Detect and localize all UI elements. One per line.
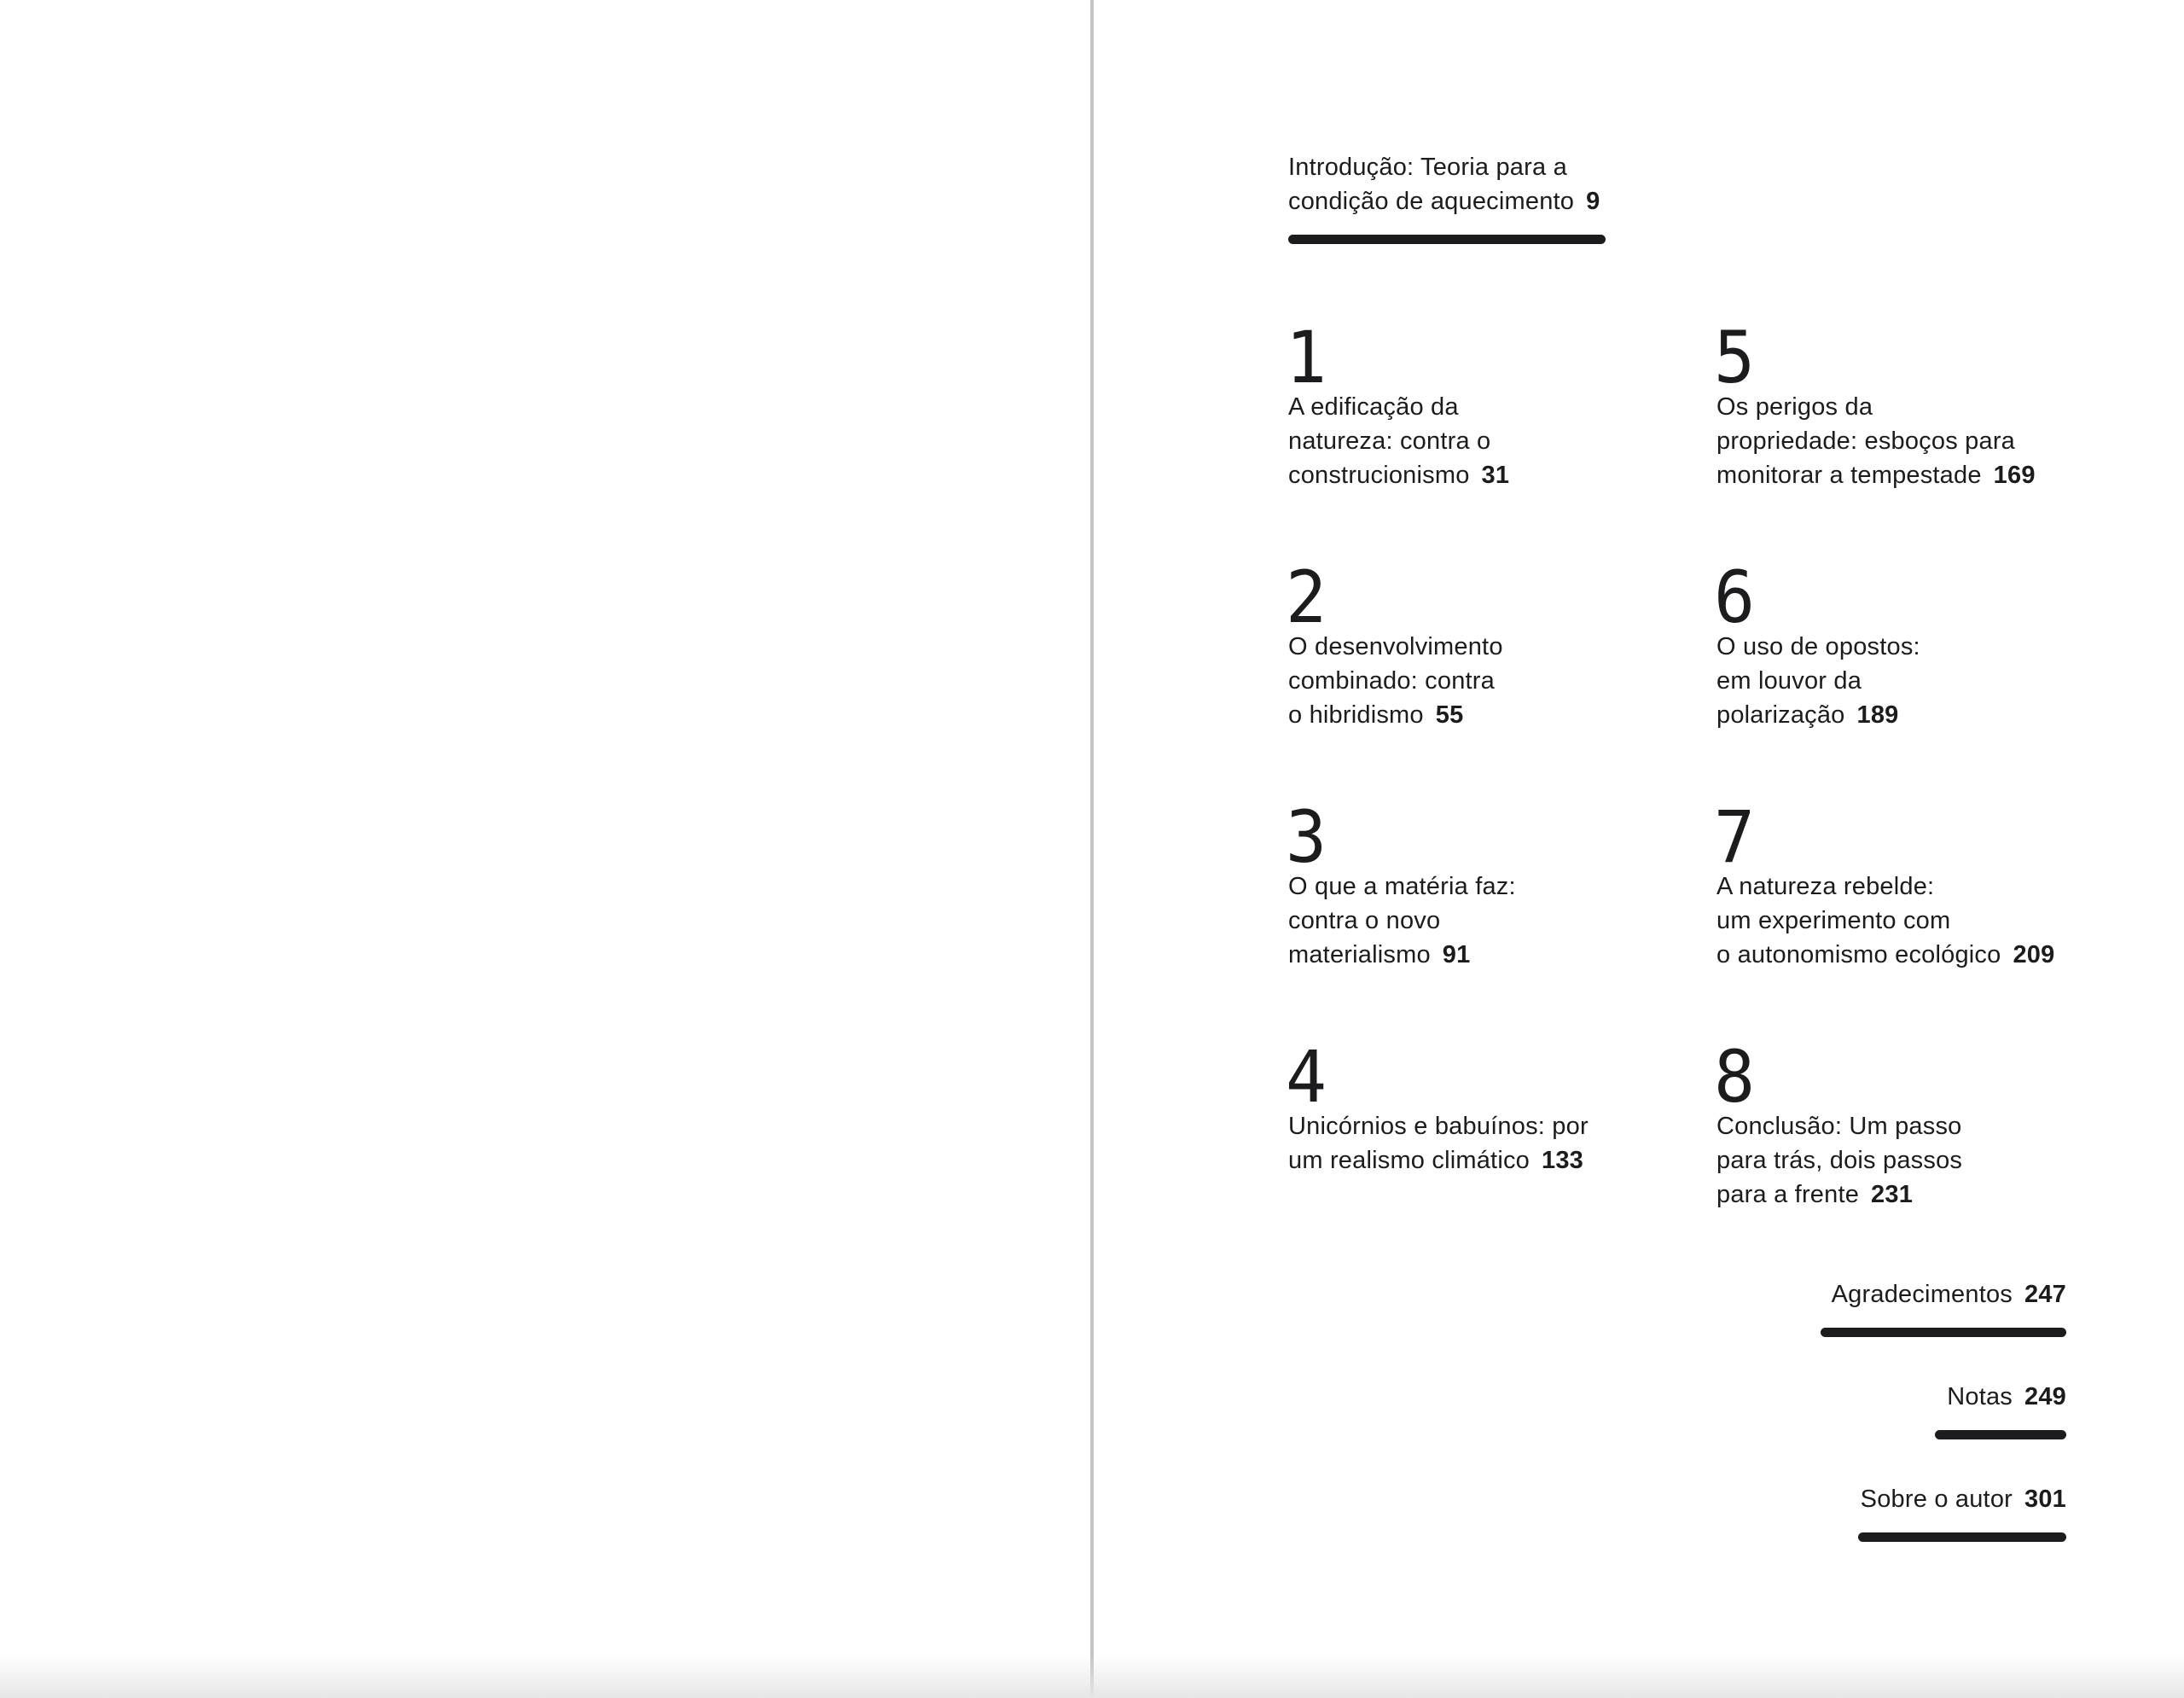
chapter-5-title-line-1: Os perigos da (1716, 393, 1873, 421)
chapter-4-title-line-1: Unicórnios e babuínos: por (1288, 1113, 1589, 1140)
chapter-1-number: 1 (1286, 316, 1327, 399)
chapter-8-page: 231 (1871, 1181, 1914, 1208)
chapter-6-title-line-2: em louvor da (1716, 667, 1862, 695)
toc-intro[interactable] (1288, 150, 1600, 218)
about-author-rule (1858, 1532, 2066, 1542)
chapter-7-title-line-3: o autonomismo ecológico 209 (1716, 941, 2055, 968)
chapter-3-title-line-1: O que a matéria faz: (1288, 873, 1516, 900)
chapter-5-number: 5 (1714, 316, 1756, 399)
toc-chapter-7[interactable] (1716, 869, 2054, 972)
toc-acknowledgements[interactable] (1832, 1277, 2066, 1311)
chapter-4-number: 4 (1286, 1035, 1327, 1119)
chapter-4-title-line-2: um realismo climático 133 (1288, 1147, 1583, 1174)
chapter-7-number: 7 (1714, 795, 1756, 879)
chapter-2-title-line-1: O desenvolvimento (1288, 633, 1503, 660)
chapter-6-page: 189 (1856, 701, 1899, 729)
chapter-3-title-line-3: materialismo 91 (1288, 941, 1471, 968)
toc-chapter-1[interactable] (1288, 390, 1509, 492)
toc-chapter-6[interactable] (1716, 630, 1920, 732)
chapter-1-page: 31 (1481, 462, 1510, 489)
chapter-2-title-line-2: combinado: contra (1288, 667, 1495, 695)
chapter-6-title-line-3: polarização 189 (1716, 701, 1899, 729)
chapter-4-page: 133 (1542, 1147, 1583, 1174)
chapter-2-title-line-3: o hibridismo 55 (1288, 701, 1464, 729)
notes-label: Notas (1947, 1383, 2013, 1410)
toc-page (1094, 0, 2184, 1698)
toc-notes[interactable] (1947, 1380, 2066, 1414)
chapter-1-title-line-3: construcionismo 31 (1288, 462, 1510, 489)
acknowledgements-page: 247 (2024, 1281, 2066, 1308)
chapter-3-page: 91 (1442, 941, 1471, 968)
chapter-6-number: 6 (1714, 555, 1756, 639)
left-page (0, 0, 1090, 1698)
toc-about-author[interactable] (1861, 1482, 2066, 1516)
chapter-1-title-line-2: natureza: contra o (1288, 427, 1491, 455)
chapter-3-number: 3 (1286, 795, 1327, 879)
chapter-2-page: 55 (1435, 701, 1464, 729)
chapter-5-title-line-2: propriedade: esboços para (1716, 427, 2016, 455)
toc-intro-page: 9 (1586, 188, 1600, 215)
toc-intro-line-2: condição de aquecimento 9 (1288, 188, 1600, 215)
chapter-5-page: 169 (1993, 462, 2036, 489)
chapter-3-title-line-2: contra o novo (1288, 907, 1441, 934)
chapter-5-title-line-3: monitorar a tempestade 169 (1716, 462, 2036, 489)
chapter-7-page: 209 (2013, 941, 2055, 968)
toc-intro-rule (1288, 235, 1606, 244)
chapter-8-title-line-3: para a frente 231 (1716, 1181, 1914, 1208)
chapter-8-number: 8 (1714, 1035, 1756, 1119)
toc-intro-line-1: Introdução: Teoria para a (1288, 154, 1567, 181)
about-author-label: Sobre o autor (1860, 1486, 2013, 1513)
toc-chapter-8[interactable] (1716, 1109, 1962, 1212)
chapter-8-title-line-2: para trás, dois passos (1716, 1147, 1963, 1174)
toc-chapter-5[interactable] (1716, 390, 2036, 492)
chapter-6-title-line-1: O uso de opostos: (1716, 633, 1920, 660)
chapter-7-title-line-2: um experimento com (1716, 907, 1951, 934)
notes-rule (1935, 1430, 2066, 1439)
notes-page: 249 (2024, 1383, 2066, 1410)
bottom-shadow (0, 1655, 2184, 1698)
toc-chapter-2[interactable] (1288, 630, 1503, 732)
chapter-1-title-line-1: A edificação da (1288, 393, 1459, 421)
about-author-page: 301 (2024, 1486, 2066, 1513)
acknowledgements-rule (1821, 1328, 2066, 1337)
toc-chapter-3[interactable] (1288, 869, 1516, 972)
chapter-2-number: 2 (1286, 555, 1327, 639)
chapter-7-title-line-1: A natureza rebelde: (1716, 873, 1935, 900)
chapter-8-title-line-1: Conclusão: Um passo (1716, 1113, 1962, 1140)
acknowledgements-label: Agradecimentos (1831, 1281, 2013, 1308)
toc-chapter-4[interactable] (1288, 1109, 1589, 1178)
